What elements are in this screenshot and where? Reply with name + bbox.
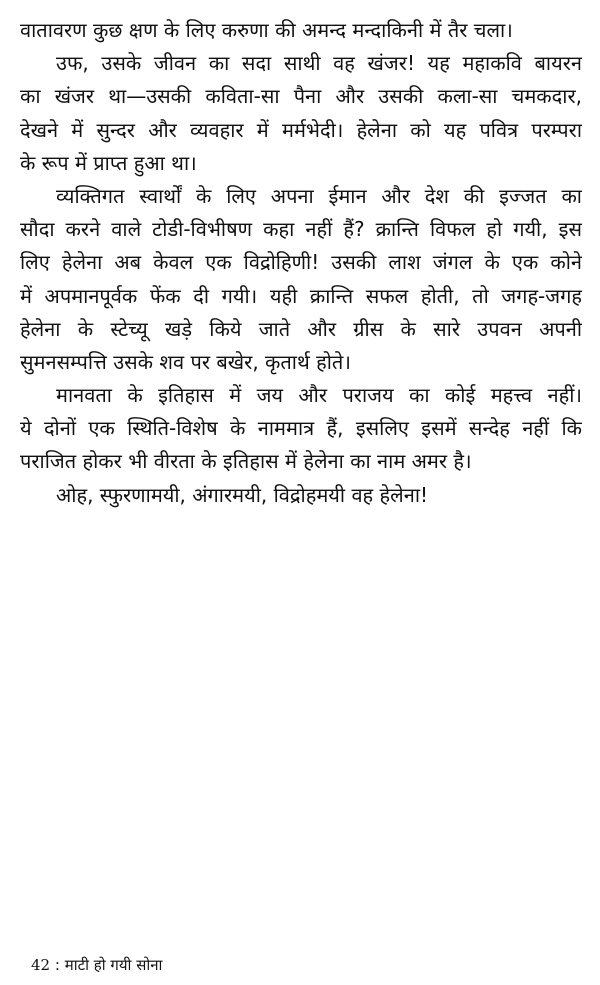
footer-separator: : [54, 956, 60, 974]
text-line: हेलेना के स्टेच्यू खड़े किये जाते और ग्रीस के सारे उपवन अपनी [20, 316, 582, 341]
text-line: सुमनसम्पत्ति उसके शव पर बखेर, कृतार्थ होते। [20, 349, 351, 374]
text-line: ओह, स्फुरणामयी, अंगारमयी, विद्रोहमयी वह हेलेना! [56, 482, 429, 507]
text-line: मानवता के इतिहास में जय और पराजय का कोई महत्त्व नहीं। [56, 383, 582, 408]
body-text [20, 14, 582, 512]
text-line: लिए हेलेना अब केवल एक विद्रोहिणी! उसकी लाश जंगल के एक कोने [20, 250, 582, 275]
page-number: 42 [31, 956, 51, 974]
text-line: का खंजर था—उसकी कविता-सा पैना और उसकी कला-सा चमकदार, [20, 84, 582, 109]
text-line: उफ, उसके जीवन का सदा साथी वह खंजर! यह महाकवि बायरन [56, 51, 582, 76]
text-line: में अपमानपूर्वक फेंक दी गयी। यही क्रान्ति सफल होती, तो जगह-जगह [20, 283, 582, 308]
text-line: वातावरण कुछ क्षण के लिए करुणा की अमन्द मन्दाकिनी में तैर चला। [20, 18, 513, 42]
text-line: के रूप में प्राप्त हुआ था। [20, 150, 197, 175]
book-title: माटी हो गयी सोना [64, 956, 163, 974]
text-line: ये दोनों एक स्थिति-विशेष के नाममात्र हैं, इसलिए इसमें सन्देह नहीं कि [20, 416, 582, 441]
text-line: व्यक्तिगत स्वार्थों के लिए अपना ईमान और देश की इज्जत का [56, 183, 582, 208]
text-line: सौदा करने वाले टोडी-विभीषण कहा नहीं हैं? क्रान्ति विफल हो गयी, इस [20, 217, 582, 242]
text-line: देखने में सुन्दर और व्यवहार में मर्मभेदी। हेलेना को यह पवित्र परम्परा [20, 117, 582, 142]
text-line: पराजित होकर भी वीरता के इतिहास में हेलेना का नाम अमर है। [20, 449, 472, 474]
page-footer [31, 955, 162, 975]
